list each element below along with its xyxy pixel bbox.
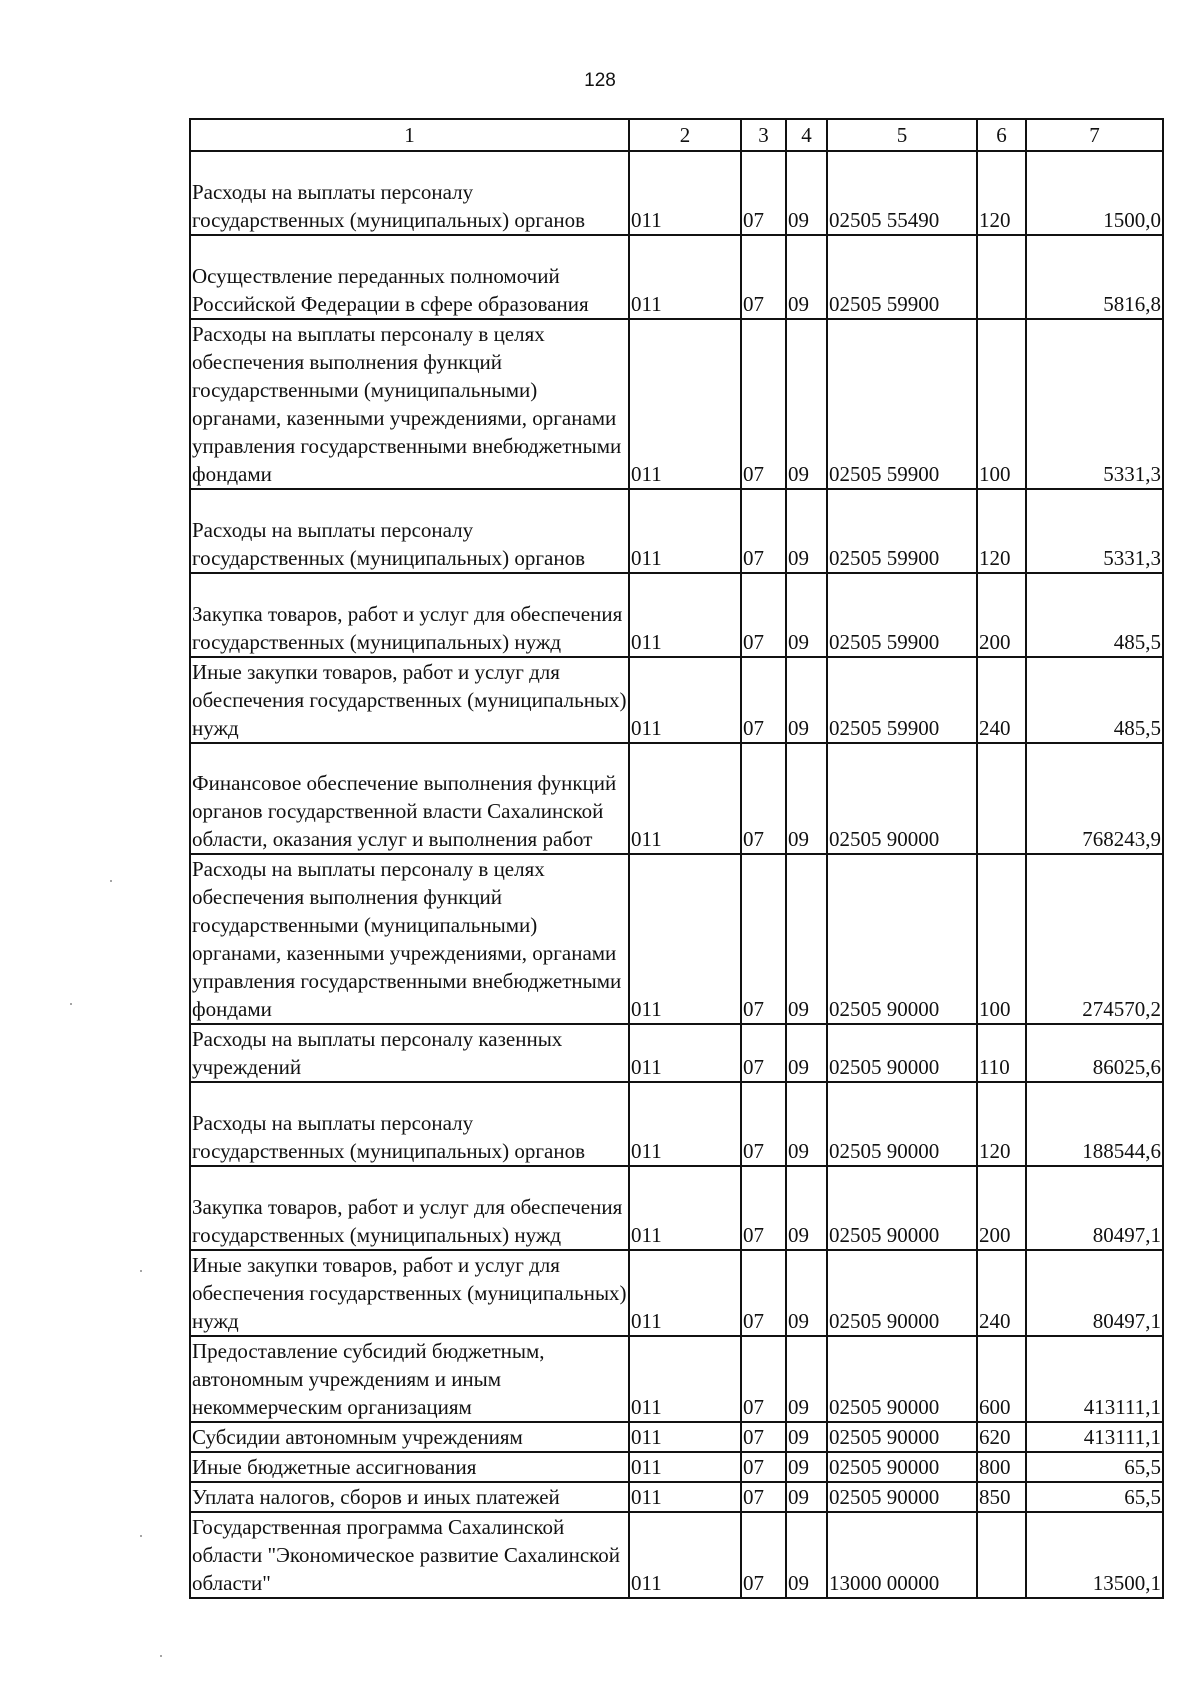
row-amount-cell: 413111,1 — [1026, 1336, 1163, 1422]
row-admin-code-cell: 011 — [629, 1482, 741, 1512]
row-target-article-cell: 02505 59900 — [827, 657, 977, 743]
row-admin-code-cell: 011 — [629, 1336, 741, 1422]
header-col-7: 7 — [1026, 119, 1163, 151]
row-target-article-cell: 02505 90000 — [827, 1024, 977, 1082]
row-admin-code-cell: 011 — [629, 657, 741, 743]
row-name-cell: Иные закупки товаров, работ и услуг для обеспечения государственных (муниципальных) нужд — [190, 657, 629, 743]
row-subsection-cell: 09 — [786, 489, 827, 573]
row-subsection-cell: 09 — [786, 1166, 827, 1250]
row-amount-cell: 86025,6 — [1026, 1024, 1163, 1082]
row-section-cell: 07 — [741, 854, 786, 1024]
row-admin-code-cell: 011 — [629, 854, 741, 1024]
row-target-article-cell: 02505 90000 — [827, 1482, 977, 1512]
row-section-cell: 07 — [741, 657, 786, 743]
row-target-article-cell: 02505 90000 — [827, 854, 977, 1024]
table-row — [190, 657, 1163, 743]
row-target-article-cell: 02505 59900 — [827, 489, 977, 573]
row-section-cell: 07 — [741, 1422, 786, 1452]
table-row — [190, 1166, 1163, 1250]
row-target-article-cell: 02505 90000 — [827, 1336, 977, 1422]
row-subsection-cell: 09 — [786, 743, 827, 854]
row-name-cell: Расходы на выплаты персоналу в целях обеспечения выполнения функций государственными (муниципальными) органами, казенными учреждениями, органами управления государственными внебюджетными фондами — [190, 319, 629, 489]
row-expense-type-cell: 110 — [977, 1024, 1026, 1082]
row-subsection-cell: 09 — [786, 573, 827, 657]
scan-speck — [110, 880, 112, 882]
row-expense-type-cell: 100 — [977, 854, 1026, 1024]
row-subsection-cell: 09 — [786, 1024, 827, 1082]
row-expense-type-cell: 600 — [977, 1336, 1026, 1422]
row-section-cell: 07 — [741, 1250, 786, 1336]
row-subsection-cell: 09 — [786, 657, 827, 743]
row-name-cell: Субсидии автономным учреждениям — [190, 1422, 629, 1452]
row-admin-code-cell: 011 — [629, 1024, 741, 1082]
table-row — [190, 1082, 1163, 1166]
row-admin-code-cell: 011 — [629, 1422, 741, 1452]
row-target-article-cell: 13000 00000 — [827, 1512, 977, 1598]
scan-speck — [160, 1655, 162, 1657]
table-row — [190, 1336, 1163, 1422]
row-amount-cell: 274570,2 — [1026, 854, 1163, 1024]
row-amount-cell: 80497,1 — [1026, 1250, 1163, 1336]
row-subsection-cell: 09 — [786, 1422, 827, 1452]
row-section-cell: 07 — [741, 319, 786, 489]
row-expense-type-cell: 200 — [977, 573, 1026, 657]
row-admin-code-cell: 011 — [629, 573, 741, 657]
row-name-cell: Государственная программа Сахалинской области "Экономическое развитие Сахалинской области" — [190, 1512, 629, 1598]
row-section-cell: 07 — [741, 1082, 786, 1166]
row-amount-cell: 188544,6 — [1026, 1082, 1163, 1166]
row-admin-code-cell: 011 — [629, 1250, 741, 1336]
row-amount-cell: 13500,1 — [1026, 1512, 1163, 1598]
row-target-article-cell: 02505 59900 — [827, 235, 977, 319]
row-amount-cell: 1500,0 — [1026, 151, 1163, 235]
row-section-cell: 07 — [741, 489, 786, 573]
row-subsection-cell: 09 — [786, 1482, 827, 1512]
row-subsection-cell: 09 — [786, 235, 827, 319]
row-admin-code-cell: 011 — [629, 489, 741, 573]
row-subsection-cell: 09 — [786, 854, 827, 1024]
table-row — [190, 319, 1163, 489]
table-row — [190, 854, 1163, 1024]
row-subsection-cell: 09 — [786, 151, 827, 235]
row-expense-type-cell: 120 — [977, 489, 1026, 573]
row-expense-type-cell — [977, 235, 1026, 319]
row-name-cell: Закупка товаров, работ и услуг для обеспечения государственных (муниципальных) нужд — [190, 1166, 629, 1250]
row-admin-code-cell: 011 — [629, 151, 741, 235]
row-subsection-cell: 09 — [786, 1082, 827, 1166]
row-expense-type-cell: 850 — [977, 1482, 1026, 1512]
row-expense-type-cell — [977, 1512, 1026, 1598]
budget-table — [189, 118, 1164, 1599]
row-admin-code-cell: 011 — [629, 1512, 741, 1598]
row-name-cell: Расходы на выплаты персоналу в целях обеспечения выполнения функций государственными (муниципальными) органами, казенными учреждениями, органами управления государственными внебюджетными фондами — [190, 854, 629, 1024]
row-subsection-cell: 09 — [786, 1336, 827, 1422]
row-name-cell: Закупка товаров, работ и услуг для обеспечения государственных (муниципальных) нужд — [190, 573, 629, 657]
table-row — [190, 1422, 1163, 1452]
row-expense-type-cell: 620 — [977, 1422, 1026, 1452]
row-name-cell: Финансовое обеспечение выполнения функций органов государственной власти Сахалинской области, оказания услуг и выполнения работ — [190, 743, 629, 854]
row-section-cell: 07 — [741, 1024, 786, 1082]
table-row — [190, 1512, 1163, 1598]
row-section-cell: 07 — [741, 743, 786, 854]
row-amount-cell: 485,5 — [1026, 573, 1163, 657]
header-col-6: 6 — [977, 119, 1026, 151]
scan-speck — [140, 1535, 142, 1537]
row-expense-type-cell: 100 — [977, 319, 1026, 489]
table-row — [190, 235, 1163, 319]
row-target-article-cell: 02505 90000 — [827, 1422, 977, 1452]
row-subsection-cell: 09 — [786, 319, 827, 489]
row-section-cell: 07 — [741, 573, 786, 657]
header-col-4: 4 — [786, 119, 827, 151]
row-amount-cell: 5331,3 — [1026, 319, 1163, 489]
row-target-article-cell: 02505 55490 — [827, 151, 977, 235]
row-amount-cell: 768243,9 — [1026, 743, 1163, 854]
row-name-cell: Расходы на выплаты персоналу государственных (муниципальных) органов — [190, 1082, 629, 1166]
row-name-cell: Расходы на выплаты персоналу казенных учреждений — [190, 1024, 629, 1082]
row-section-cell: 07 — [741, 1512, 786, 1598]
table-row — [190, 489, 1163, 573]
table-row — [190, 1482, 1163, 1512]
row-subsection-cell: 09 — [786, 1512, 827, 1598]
row-section-cell: 07 — [741, 1452, 786, 1482]
row-admin-code-cell: 011 — [629, 743, 741, 854]
row-admin-code-cell: 011 — [629, 235, 741, 319]
row-expense-type-cell: 240 — [977, 657, 1026, 743]
row-name-cell: Осуществление переданных полномочий Российской Федерации в сфере образования — [190, 235, 629, 319]
row-name-cell: Расходы на выплаты персоналу государственных (муниципальных) органов — [190, 151, 629, 235]
row-amount-cell: 485,5 — [1026, 657, 1163, 743]
header-row — [190, 119, 1163, 151]
table-row — [190, 1452, 1163, 1482]
row-amount-cell: 65,5 — [1026, 1452, 1163, 1482]
row-expense-type-cell: 240 — [977, 1250, 1026, 1336]
row-expense-type-cell — [977, 743, 1026, 854]
row-section-cell: 07 — [741, 151, 786, 235]
row-target-article-cell: 02505 59900 — [827, 319, 977, 489]
page-number: 128 — [584, 70, 616, 91]
header-col-5: 5 — [827, 119, 977, 151]
header-col-2: 2 — [629, 119, 741, 151]
row-target-article-cell: 02505 90000 — [827, 1452, 977, 1482]
row-target-article-cell: 02505 90000 — [827, 1082, 977, 1166]
scan-speck — [140, 1270, 142, 1272]
row-admin-code-cell: 011 — [629, 1082, 741, 1166]
table-row — [190, 1024, 1163, 1082]
row-target-article-cell: 02505 90000 — [827, 1250, 977, 1336]
row-section-cell: 07 — [741, 1166, 786, 1250]
table-row — [190, 1250, 1163, 1336]
row-amount-cell: 80497,1 — [1026, 1166, 1163, 1250]
row-name-cell: Иные бюджетные ассигнования — [190, 1452, 629, 1482]
scan-speck — [70, 1003, 72, 1005]
row-expense-type-cell: 800 — [977, 1452, 1026, 1482]
row-name-cell: Предоставление субсидий бюджетным, автономным учреждениям и иным некоммерческим организациям — [190, 1336, 629, 1422]
row-name-cell: Уплата налогов, сборов и иных платежей — [190, 1482, 629, 1512]
header-col-3: 3 — [741, 119, 786, 151]
table-row — [190, 151, 1163, 235]
row-target-article-cell: 02505 59900 — [827, 573, 977, 657]
row-amount-cell: 65,5 — [1026, 1482, 1163, 1512]
row-admin-code-cell: 011 — [629, 1452, 741, 1482]
row-expense-type-cell: 120 — [977, 1082, 1026, 1166]
row-section-cell: 07 — [741, 1336, 786, 1422]
row-target-article-cell: 02505 90000 — [827, 1166, 977, 1250]
row-amount-cell: 413111,1 — [1026, 1422, 1163, 1452]
row-section-cell: 07 — [741, 1482, 786, 1512]
table-row — [190, 743, 1163, 854]
row-name-cell: Иные закупки товаров, работ и услуг для обеспечения государственных (муниципальных) нужд — [190, 1250, 629, 1336]
row-expense-type-cell: 200 — [977, 1166, 1026, 1250]
header-col-1: 1 — [190, 119, 629, 151]
table-row — [190, 573, 1163, 657]
row-subsection-cell: 09 — [786, 1250, 827, 1336]
row-subsection-cell: 09 — [786, 1452, 827, 1482]
row-amount-cell: 5816,8 — [1026, 235, 1163, 319]
row-section-cell: 07 — [741, 235, 786, 319]
row-admin-code-cell: 011 — [629, 1166, 741, 1250]
row-amount-cell: 5331,3 — [1026, 489, 1163, 573]
row-admin-code-cell: 011 — [629, 319, 741, 489]
row-expense-type-cell: 120 — [977, 151, 1026, 235]
row-name-cell: Расходы на выплаты персоналу государственных (муниципальных) органов — [190, 489, 629, 573]
row-target-article-cell: 02505 90000 — [827, 743, 977, 854]
